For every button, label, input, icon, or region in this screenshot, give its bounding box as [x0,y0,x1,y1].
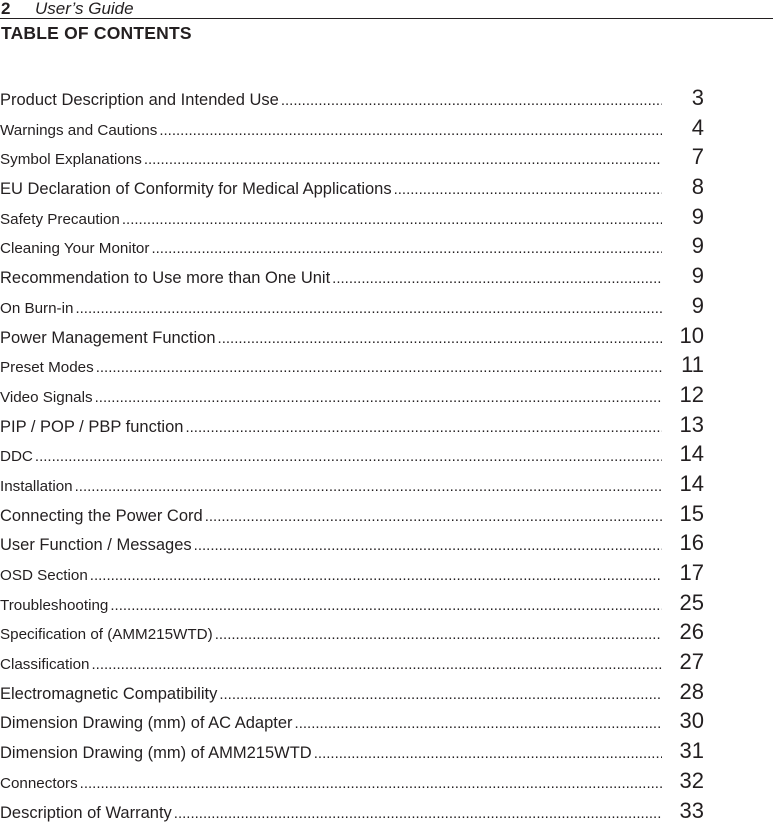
toc-entry-label: Dimension Drawing (mm) of AMM215WTD [0,744,312,763]
toc-entry[interactable] [0,590,704,620]
toc-entry-page: 13 [664,412,704,438]
toc-entry-page: 16 [664,530,704,556]
toc-entry[interactable] [0,412,704,442]
toc-entry-page: 11 [664,352,704,378]
toc-title: TABLE OF CONTENTS [1,23,192,44]
toc-dot-leader [281,92,662,109]
toc-entry[interactable] [0,263,704,293]
toc-entry[interactable] [0,738,704,768]
toc-dot-leader [219,686,662,703]
toc-entry-page: 4 [664,115,704,141]
toc-entry-label: Troubleshooting [0,597,108,614]
toc-dot-leader [295,715,662,732]
toc-entry[interactable] [0,798,704,827]
toc-dot-leader [215,626,662,643]
toc-entry-label: Description of Warranty [0,804,172,823]
toc-entry-label: Warnings and Cautions [0,122,157,139]
toc-dot-leader [174,805,662,822]
toc-entry[interactable] [0,233,704,263]
toc-entry-label: Power Management Function [0,329,216,348]
toc-entry[interactable] [0,204,704,234]
toc-entry-label: Installation [0,478,73,495]
toc-dot-leader [194,537,662,554]
toc-dot-leader [75,478,662,495]
toc-dot-leader [90,567,662,584]
toc-entry-label: Specification of (AMM215WTD) [0,626,213,643]
toc-entry-page: 15 [664,501,704,527]
toc-dot-leader [96,359,662,376]
toc-entry-page: 9 [664,233,704,259]
toc-entry[interactable] [0,382,704,412]
toc-entry-page: 10 [664,323,704,349]
toc-entry-page: 9 [664,263,704,289]
toc-entry-page: 33 [664,798,704,824]
toc-dot-leader [122,211,662,228]
toc-entry-label: Safety Precaution [0,211,120,228]
toc-entry-page: 25 [664,590,704,616]
toc-entry-label: Cleaning Your Monitor [0,240,149,257]
toc-entry-label: PIP / POP / PBP function [0,418,183,437]
toc-entry-label: Symbol Explanations [0,151,142,168]
toc-entry-label: Recommendation to Use more than One Unit [0,269,330,288]
toc-entry[interactable] [0,768,704,798]
toc-entry-page: 32 [664,768,704,794]
toc-list [0,85,704,827]
toc-dot-leader [218,330,662,347]
toc-entry-label: DDC [0,448,33,465]
toc-entry-page: 14 [664,471,704,497]
toc-entry[interactable] [0,530,704,560]
toc-entry[interactable] [0,85,704,115]
toc-entry-label: Video Signals [0,389,93,406]
toc-dot-leader [35,448,662,465]
toc-entry[interactable] [0,144,704,174]
toc-entry[interactable] [0,441,704,471]
toc-entry-label: Electromagnetic Compatibility [0,685,217,704]
toc-entry-page: 8 [664,174,704,200]
toc-entry-label: Connecting the Power Cord [0,507,203,526]
toc-entry[interactable] [0,352,704,382]
toc-entry-page: 12 [664,382,704,408]
toc-dot-leader [185,419,662,436]
toc-entry-label: Product Description and Intended Use [0,91,279,110]
guide-title: User’s Guide [35,0,134,19]
toc-entry-page: 26 [664,619,704,645]
toc-dot-leader [75,300,662,317]
page-number: 2 [1,0,10,19]
toc-entry[interactable] [0,293,704,323]
toc-entry-page: 17 [664,560,704,586]
toc-entry-label: Connectors [0,775,78,792]
toc-entry[interactable] [0,323,704,353]
toc-entry-label: Dimension Drawing (mm) of AC Adapter [0,714,293,733]
toc-dot-leader [144,151,662,168]
toc-entry-page: 27 [664,649,704,675]
toc-dot-leader [314,745,662,762]
toc-entry[interactable] [0,679,704,709]
toc-dot-leader [205,508,662,525]
toc-entry-page: 28 [664,679,704,705]
toc-entry-page: 9 [664,204,704,230]
toc-entry[interactable] [0,560,704,590]
toc-entry-label: OSD Section [0,567,88,584]
toc-entry[interactable] [0,649,704,679]
toc-entry-page: 3 [664,85,704,111]
toc-entry-page: 9 [664,293,704,319]
toc-dot-leader [394,181,662,198]
toc-dot-leader [110,597,662,614]
toc-entry[interactable] [0,619,704,649]
toc-dot-leader [151,240,662,257]
toc-entry-label: Preset Modes [0,359,94,376]
toc-entry-label: EU Declaration of Conformity for Medical Applications [0,180,392,199]
toc-entry-label: Classification [0,656,89,673]
toc-entry[interactable] [0,174,704,204]
toc-entry[interactable] [0,471,704,501]
toc-entry-label: On Burn-in [0,300,73,317]
toc-dot-leader [332,270,662,287]
toc-entry[interactable] [0,115,704,145]
toc-entry[interactable] [0,708,704,738]
page-header [0,0,773,19]
toc-entry[interactable] [0,501,704,531]
toc-entry-label: User Function / Messages [0,536,192,555]
toc-dot-leader [91,656,662,673]
toc-dot-leader [159,122,662,139]
toc-entry-page: 31 [664,738,704,764]
toc-dot-leader [80,775,662,792]
toc-dot-leader [95,389,662,406]
toc-entry-page: 7 [664,144,704,170]
toc-entry-page: 14 [664,441,704,467]
toc-entry-page: 30 [664,708,704,734]
